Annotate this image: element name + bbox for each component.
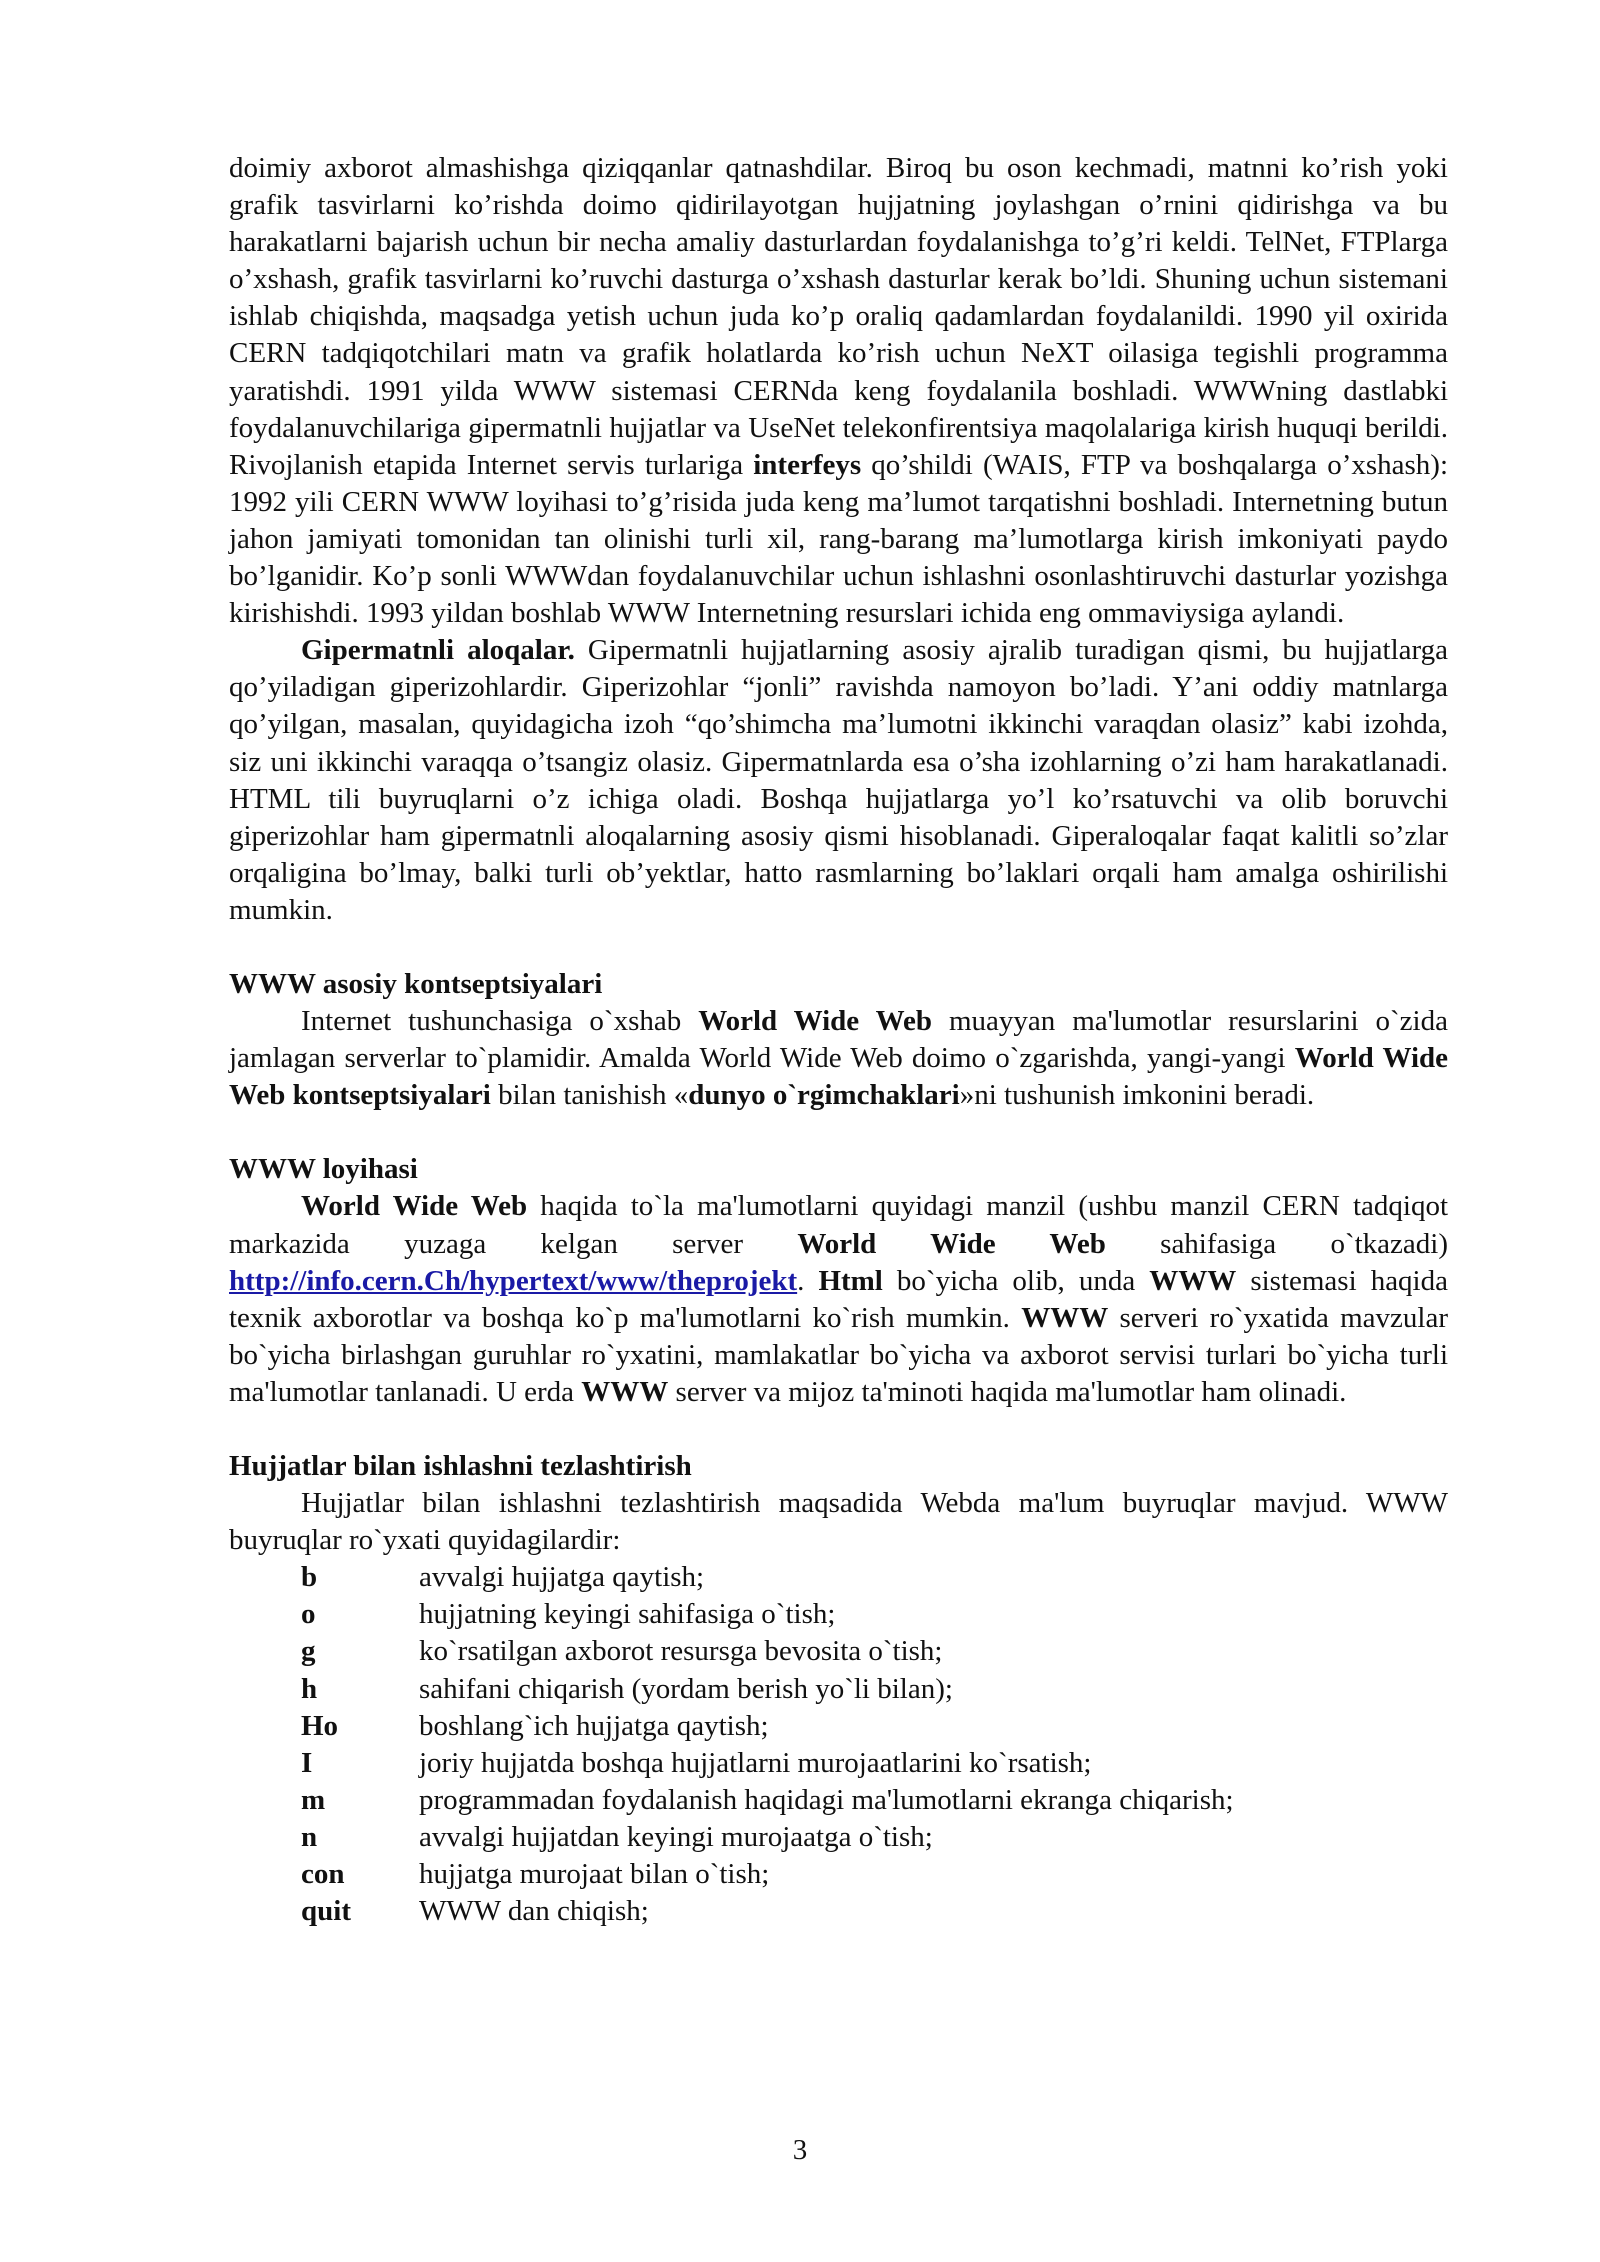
command-key: o bbox=[301, 1598, 316, 1631]
page-number: 3 bbox=[792, 2134, 808, 2166]
command-row bbox=[229, 1819, 1448, 1856]
intro-paragraph bbox=[229, 150, 1448, 632]
command-row bbox=[229, 1745, 1448, 1782]
project-text-1: haqida to`la ma'lumotlarni quyidagi manzil (ushbu manzil CERN tadqiqot markazida yuzaga kelgan server bbox=[229, 1190, 1448, 1260]
concepts-text-1: Internet tushunchasiga o`xshab bbox=[301, 1005, 699, 1038]
command-description: sahifani chiqarish (yordam berish yo`li bilan); bbox=[419, 1672, 953, 1705]
command-row bbox=[229, 1633, 1448, 1670]
speedup-paragraph: Hujjatlar bilan ishlashni tezlashtirish maqsadida Webda ma'lum buyruqlar mavjud. WWW buyruqlar ro`yxati quyidagilardir: bbox=[229, 1487, 1448, 1557]
command-row bbox=[229, 1782, 1448, 1819]
hyperlinks-text: Gipermatnli hujjatlarning asosiy ajralib turadigan qismi, bu hujjatlarga qo’yiladigan giperizohlardir. Giperizohlar “jonli” ravishda namoyon bo’ladi. Y’ani oddiy matnlarga qo’yilgan, masalan, quyidagicha izoh “qo’shimcha ma’lumotni ikkinchi varaqdan olasiz” kabi izohda, siz uni ikkinchi varaqqa o’tsangiz olasiz. Gipermatnlarda esa o’sha izohlarning o’zi ham harakatlanadi. HTML tili buyruqlarni o’z ichiga oladi. Boshqa hujjatlarga yo’l ko’rsatuvchi va olib boruvchi giperizohlar ham gipermatnli aloqalarning asosiy qismi hisoblanadi. Giperaloqalar faqat kalitli so’zlar orqaligina bo’lmay, balki turli ob’yektlar, hatto rasmlarning bo’laklari orqali ham amalga oshirilishi mumkin. bbox=[229, 634, 1448, 926]
hyperlinks-paragraph bbox=[229, 632, 1448, 929]
project-paragraph bbox=[229, 1188, 1448, 1411]
intro-bold-interfeys: interfeys bbox=[753, 448, 862, 481]
intro-text-1: doimiy axborot almashishga qiziqqanlar qatnashdilar. Biroq bu oson kechmadi, matnni ko’rish yoki grafik tasvirlarni ko’rishda doimo qidirilayotgan hujjatning joylashgan o’rnini qidirishga va bu harakatlarni bajarish uchun bir necha amaliy dasturlardan foydalanishga to’g’ri keldi. TelNet, FTPlarga o’xshash, grafik tasvirlarni ko’ruvchi dasturga o’xshash dasturlar kerak bo’ldi. Shuning uchun sistemani ishlab chiqishda, maqsadga yetish uchun juda ko’p oraliq qadamlardan foydalanildi. 1990 yil oxirida CERN tadqiqotchilari matn va grafik holatlarda ko’rish uchun NeXT oilasiga tegishli programma yaratishdi. 1991 yilda WWW sistemasi CERNda keng foydalanila boshladi. WWWning dastlabki foydalanuvchilariga gipermatnli hujjatlar va UseNet telekonfirentsiya maqolalariga kirish huquqi berildi. Rivojlanish etapida Internet servis turlariga bbox=[229, 152, 1448, 481]
command-description: joriy hujjatda boshqa hujjatlarni murojaatlarini ko`rsatish; bbox=[419, 1746, 1092, 1779]
concepts-paragraph bbox=[229, 1003, 1448, 1114]
command-description: ko`rsatilgan axborot resursga bevosita o`tish; bbox=[419, 1635, 943, 1668]
cern-project-link[interactable]: http://info.cern.Ch/hypertext/www/theprojekt bbox=[229, 1264, 798, 1297]
command-key: h bbox=[301, 1672, 318, 1705]
project-text-7: server va mijoz ta'minoti haqida ma'lumotlar ham olinadi. bbox=[668, 1375, 1347, 1408]
concepts-text-4: »ni tushunish imkonini beradi. bbox=[959, 1079, 1315, 1112]
project-bold-3: Html bbox=[818, 1264, 883, 1297]
spacer bbox=[229, 929, 1448, 966]
project-text-3: . bbox=[797, 1264, 819, 1297]
command-key: g bbox=[301, 1635, 316, 1668]
command-description: boshlang`ich hujjatga qaytish; bbox=[419, 1709, 769, 1742]
command-row bbox=[229, 1893, 1448, 1930]
hyperlinks-title: Gipermatnli aloqalar. bbox=[301, 634, 575, 667]
concepts-bold-3: dunyo o`rgimchaklari bbox=[688, 1079, 960, 1112]
command-row bbox=[229, 1671, 1448, 1708]
command-key: con bbox=[301, 1858, 345, 1891]
command-row bbox=[229, 1856, 1448, 1893]
command-key: m bbox=[301, 1783, 326, 1816]
project-text-2: sahifasiga o`tkazadi) bbox=[1105, 1227, 1448, 1260]
project-bold-1: World Wide Web bbox=[301, 1190, 528, 1223]
page-content bbox=[229, 150, 1448, 1930]
command-key: b bbox=[301, 1561, 318, 1594]
concepts-bold-1: World Wide Web bbox=[698, 1005, 932, 1038]
concepts-text-2: muayyan ma'lumotlar resurslarini o`zida jamlagan serverlar to`plamidir. Amalda World Wide Web doimo o`zgarishda, yangi-yangi bbox=[229, 1005, 1448, 1075]
command-row bbox=[229, 1708, 1448, 1745]
concepts-heading: WWW asosiy kontseptsiyalari bbox=[229, 967, 603, 1000]
project-heading: WWW loyihasi bbox=[229, 1153, 418, 1186]
concepts-text-3: bilan tanishish « bbox=[490, 1079, 689, 1112]
command-description: avvalgi hujjatdan keyingi murojaatga o`tish; bbox=[419, 1820, 933, 1853]
command-description: hujjatning keyingi sahifasiga o`tish; bbox=[419, 1598, 836, 1631]
command-row bbox=[229, 1596, 1448, 1633]
command-description: programmadan foydalanish haqidagi ma'lumotlarni ekranga chiqarish; bbox=[419, 1783, 1234, 1816]
concepts-bold-2: World Wide Web kontseptsiyalari bbox=[229, 1042, 1448, 1112]
command-description: WWW dan chiqish; bbox=[419, 1895, 649, 1928]
project-text-4: bo`yicha olib, unda bbox=[882, 1264, 1150, 1297]
spacer bbox=[229, 1114, 1448, 1151]
command-row bbox=[229, 1559, 1448, 1596]
command-key: quit bbox=[301, 1895, 351, 1928]
project-text-5: sistemasi haqida texnik axborotlar va boshqa ko`p ma'lumotlarni ko`rish mumkin. bbox=[229, 1264, 1448, 1334]
speedup-heading: Hujjatlar bilan ishlashni tezlashtirish bbox=[229, 1450, 692, 1482]
command-key: n bbox=[301, 1820, 318, 1853]
command-key: Ho bbox=[301, 1709, 339, 1742]
command-list bbox=[229, 1559, 1448, 1930]
command-description: avvalgi hujjatga qaytish; bbox=[419, 1561, 705, 1594]
spacer bbox=[229, 1411, 1448, 1448]
project-bold-5: WWW bbox=[1021, 1301, 1109, 1334]
project-bold-4: WWW bbox=[1149, 1264, 1237, 1297]
intro-text-2: qo’shildi (WAIS, FTP va boshqalarga o’xshash): 1992 yili CERN WWW loyihasi to’g’risida juda keng ma’lumot tarqatishni boshladi. Internetning butun jahon jamiyati tomonidan tan olinishi turli xil, rang-barang ma’lumotlarga kirish imkoniyati paydo bo’lganidir. Ko’p sonli WWWdan foydalanuvchilar uchun ishlashni osonlashtiruvchi dasturlar yozishga kirishishdi. 1993 yildan boshlab WWW Internetning resurslari ichida eng ommaviysiga aylandi. bbox=[229, 448, 1449, 630]
project-text-6: serveri ro`yxatida mavzular bo`yicha birlashgan guruhlar ro`yxatini, mamlakatlar bo`yicha va axborot servisi turlari bo`yicha turli ma'lumotlar tanlanadi. U erda bbox=[229, 1301, 1449, 1408]
project-bold-6: WWW bbox=[581, 1375, 669, 1408]
command-description: hujjatga murojaat bilan o`tish; bbox=[419, 1858, 770, 1891]
project-bold-2: World Wide Web bbox=[797, 1227, 1106, 1260]
command-key: I bbox=[301, 1746, 313, 1779]
